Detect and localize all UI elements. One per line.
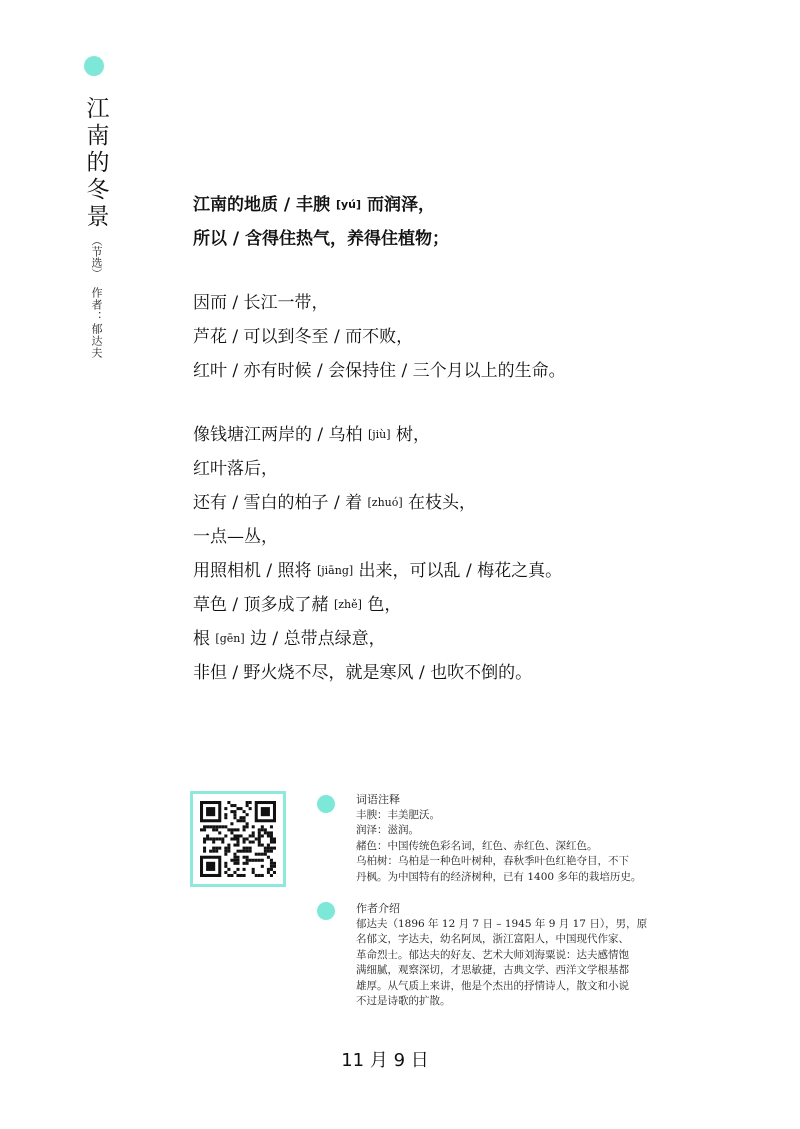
author-intro-heading: 作者介绍 — [356, 902, 400, 915]
note-line: 雄厚。从气质上来讲，他是个杰出的抒情诗人，散文和小说 — [356, 979, 629, 992]
poem-text: 还有 / 雪白的柏子 / 着 — [193, 493, 368, 513]
author-intro-section — [356, 901, 716, 1010]
glossary-heading: 词语注释 — [356, 793, 400, 806]
poem-text: 色， — [361, 595, 402, 615]
decorative-dot — [84, 56, 104, 76]
poem-line — [193, 286, 753, 320]
poem-line — [193, 656, 753, 690]
poem-line — [193, 452, 753, 486]
glossary-bullet-dot — [317, 795, 335, 813]
pinyin-annotation: [gēn] — [215, 632, 245, 645]
poem-text: 江南的地质 / 丰腴 — [193, 195, 336, 215]
pinyin-annotation: [jiāng] — [316, 564, 354, 577]
poem-line — [193, 188, 753, 222]
poem-text: 根 — [193, 629, 216, 649]
note-line: 郁达夫（1896 年 12 月 7 日 – 1945 年 9 月 17 日），男，原 — [356, 917, 648, 930]
author-intro-bullet-dot — [317, 902, 335, 920]
vertical-title — [84, 96, 108, 359]
poem-body — [193, 188, 753, 690]
note-line: 丰腴：丰美肥沃。 — [356, 808, 440, 821]
poem-line — [193, 520, 753, 554]
poem-line — [193, 418, 753, 452]
note-line: 满细腻，观察深切，才思敏捷，古典文学、西洋文学根基都 — [356, 964, 629, 976]
poem-text: 而润泽， — [361, 195, 435, 215]
stanza-2 — [193, 286, 753, 388]
pinyin-annotation: [jiù] — [367, 428, 391, 441]
note-line: 不过是诗歌的扩散。 — [356, 995, 451, 1007]
poem-text: 因而 / 长江一带， — [193, 293, 329, 313]
poem-text: 所以 / 含得住热气，养得住植物； — [193, 229, 450, 249]
author-byline: 作者：郁达夫 — [90, 287, 103, 359]
stanza-3 — [193, 418, 753, 690]
page-title: 江南的冬景 — [82, 96, 109, 231]
stanza-1 — [193, 188, 753, 256]
note-line: 润泽：滋润。 — [356, 824, 419, 836]
title-excerpt-note: （节选） — [90, 235, 103, 279]
poem-text: 红叶 / 亦有时候 / 会保持住 / 三个月以上的生命。 — [193, 361, 566, 381]
poem-text: 非但 / 野火烧不尽，就是寒风 / 也吹不倒的。 — [193, 663, 533, 683]
poem-text: 芦花 / 可以到冬至 / 而不败， — [193, 327, 414, 347]
note-line: 丹枫。为中国特有的经济树种，已有 1400 多年的栽培历史。 — [356, 870, 642, 883]
poem-line — [193, 320, 753, 354]
poem-text: 出来，可以乱 / 梅花之真。 — [353, 561, 563, 581]
poem-text: 树， — [390, 425, 430, 445]
poem-line — [193, 486, 753, 520]
poem-text: 红叶落后， — [193, 459, 278, 479]
poem-text: 一点—丛， — [193, 527, 278, 547]
glossary-section — [356, 792, 716, 885]
note-line: 革命烈士。郁达夫的好友、艺术大师刘海粟说：达夫感情饱 — [356, 948, 629, 961]
qr-code-image — [200, 801, 276, 877]
poem-line — [193, 354, 753, 388]
qr-code[interactable] — [190, 791, 286, 887]
poem-line — [193, 588, 753, 622]
poem-line — [193, 554, 753, 588]
page-date: 11 月 9 日 — [341, 1050, 429, 1071]
note-line: 乌柏树：乌柏是一种色叶树种，春秋季叶色红艳夺目，不下 — [356, 855, 629, 867]
poem-line — [193, 222, 753, 256]
poem-text: 边 / 总带点绿意， — [244, 629, 386, 649]
note-line: 赭色：中国传统色彩名词，红色、赤红色、深红色。 — [356, 839, 598, 852]
poem-text: 像钱塘江两岸的 / 乌柏 — [193, 425, 368, 445]
pinyin-annotation: [yú] — [335, 198, 362, 211]
poem-text: 草色 / 顶多成了赭 — [193, 595, 334, 615]
note-line: 名郁文，字达夫，幼名阿凤，浙江富阳人，中国现代作家、 — [356, 933, 629, 945]
poem-text: 在枝头， — [402, 493, 477, 513]
pinyin-annotation: [zhuó] — [367, 496, 403, 509]
pinyin-annotation: [zhě] — [333, 598, 362, 611]
poem-line — [193, 622, 753, 656]
poem-text: 用照相机 / 照将 — [193, 561, 317, 581]
